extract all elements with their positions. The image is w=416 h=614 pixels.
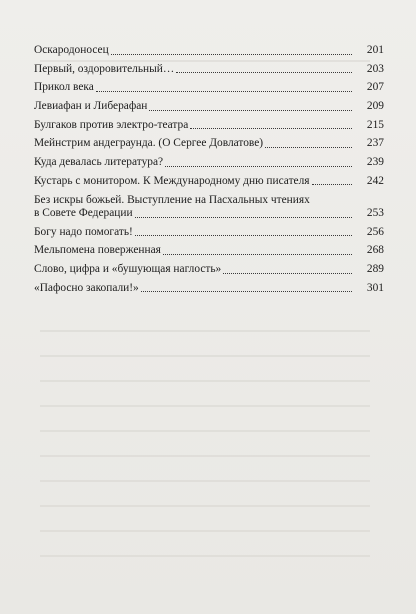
toc-entry (34, 194, 384, 221)
toc-entry (34, 100, 384, 114)
toc-entry-page: 301 (366, 281, 384, 294)
toc-entry-page: 237 (366, 137, 384, 150)
bleed-through-line (40, 330, 370, 332)
bleed-through-line (40, 455, 370, 457)
toc-entry-page: 209 (366, 100, 384, 113)
leader-dots (223, 273, 352, 274)
toc-entry-title: Оскародоносец (34, 44, 109, 56)
toc-entry (34, 244, 384, 258)
toc-entry-page: 207 (366, 81, 384, 94)
toc-entry-page: 253 (366, 207, 384, 219)
leader-dots (312, 184, 352, 185)
leader-dots (265, 147, 352, 148)
toc-entry (34, 282, 384, 296)
leader-dots (135, 235, 352, 236)
toc-entry-title: «Пафосно закопали!» (34, 281, 139, 294)
toc-entry-page: 215 (366, 118, 384, 131)
toc-entry-title-line1: Без искры божьей. Выступление на Пасхальных чтениях (34, 193, 310, 206)
toc-entry (34, 63, 384, 77)
leader-dots (190, 128, 352, 129)
leader-dots (141, 291, 352, 292)
toc-entry (34, 81, 384, 95)
leader-dots (176, 72, 352, 73)
bleed-through-line (40, 505, 370, 507)
bleed-through-line (40, 355, 370, 357)
table-of-contents (34, 44, 384, 300)
toc-entry-title: Слово, цифра и «бушующая наглость» (34, 263, 222, 276)
toc-entry-page: 201 (366, 44, 384, 56)
toc-entry-title-line2: в Совете Федерации (34, 207, 133, 219)
leader-dots (165, 166, 352, 167)
toc-entry-page: 242 (366, 174, 384, 187)
toc-entry-title: Куда девалась литература? (34, 156, 164, 169)
leader-dots (149, 110, 352, 111)
toc-entry (34, 44, 384, 58)
toc-entry (34, 175, 384, 189)
leader-dots (111, 54, 352, 55)
bleed-through-line (40, 555, 370, 557)
toc-entry-title: Первый, оздоровительный… (34, 62, 175, 75)
toc-entry-title: Кустарь с монитором. К Международному дню писателя (34, 174, 310, 187)
toc-entry (34, 119, 384, 133)
leader-dots (96, 91, 352, 92)
bleed-through-line (40, 380, 370, 382)
toc-entry-title: Булгаков против электро-театра (34, 118, 189, 131)
toc-entry (34, 263, 384, 277)
toc-entry-title: Прикол века (34, 81, 94, 94)
toc-entry-title: Богу надо помогать! (34, 225, 133, 238)
bleed-through-line (40, 405, 370, 407)
toc-entry-page: 268 (366, 244, 384, 257)
bleed-through-line (40, 430, 370, 432)
toc-entry-page: 239 (366, 156, 384, 169)
toc-entry-page: 203 (366, 62, 384, 75)
toc-entry-title: Мельпомена поверженная (34, 244, 161, 257)
toc-entry-title: Левиафан и Либерафан (34, 100, 148, 113)
bleed-through-line (40, 530, 370, 532)
toc-entry (34, 156, 384, 170)
leader-dots (135, 217, 352, 218)
toc-entry-page: 256 (366, 225, 384, 238)
toc-entry-page: 289 (366, 263, 384, 276)
toc-entry (34, 226, 384, 240)
toc-entry-title: Мейнстрим андеграунда. (О Сергее Довлатове) (34, 137, 264, 150)
toc-entry (34, 137, 384, 151)
leader-dots (163, 254, 352, 255)
bleed-through-line (40, 480, 370, 482)
